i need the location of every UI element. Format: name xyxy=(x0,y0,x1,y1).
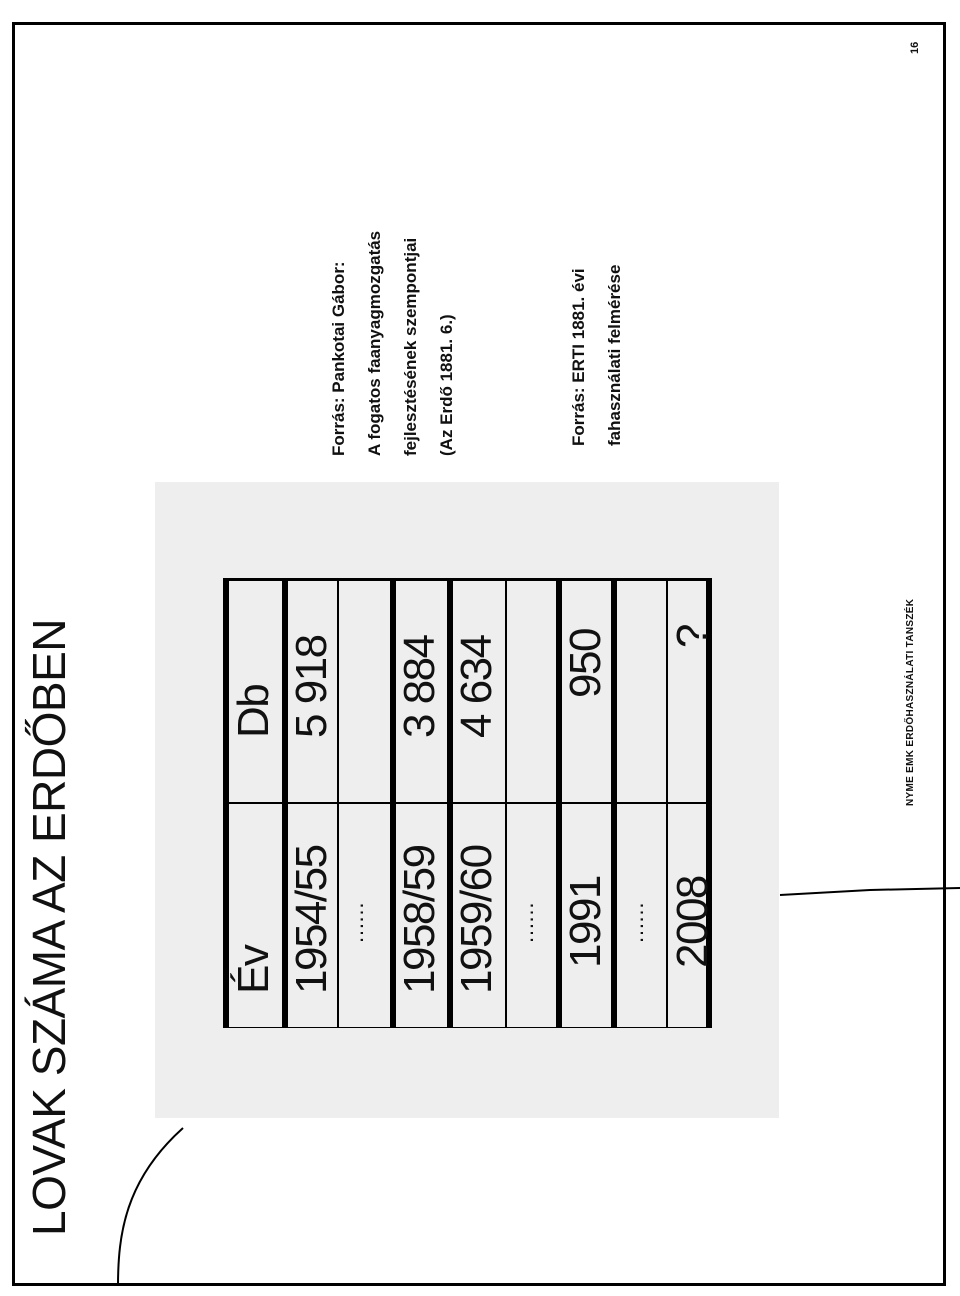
cell-year-1958: 1958/59 xyxy=(395,845,444,994)
footer-text: NYME EMK ERDŐHASZNÁLATI TANSZÉK xyxy=(905,598,916,806)
cell-count-1991: 950 xyxy=(561,629,610,698)
source-1-line-3: fejlesztésének szempontjai xyxy=(401,237,420,456)
header-year: Év xyxy=(229,945,278,994)
source-1-line-2: A fogatos faanyagmozgatás xyxy=(365,230,384,456)
source-1-line-4: (Az Erdő 1881. 6.) xyxy=(437,314,456,456)
header-count: Db xyxy=(229,684,278,738)
cell-year-1991: 1991 xyxy=(561,876,610,968)
data-table xyxy=(215,578,721,1028)
cell-count-1958: 3 884 xyxy=(395,635,444,738)
cell-count-1959: 4 634 xyxy=(452,635,501,738)
cell-ellipsis-2: …… xyxy=(513,903,538,944)
cell-count-2008: ? xyxy=(668,625,717,648)
cell-count-1954: 5 918 xyxy=(287,635,336,738)
slide-title: LOVAK SZÁMA AZ ERDŐBEN xyxy=(23,619,75,1236)
cell-ellipsis-1: …… xyxy=(343,903,368,944)
cell-year-2008: 2008 xyxy=(668,876,717,968)
source-2-line-2: fahasználati felmérése xyxy=(605,264,624,446)
cell-ellipsis-3: …… xyxy=(623,903,648,944)
cell-year-1959: 1959/60 xyxy=(452,845,501,994)
source-2-line-1: Forrás: ERTI 1881. évi xyxy=(569,268,588,446)
slide-content xyxy=(12,22,946,1286)
page-number: 16 xyxy=(909,41,921,54)
source-1-line-1: Forrás: Pankotai Gábor: xyxy=(329,261,348,456)
cell-year-1954: 1954/55 xyxy=(287,845,336,994)
